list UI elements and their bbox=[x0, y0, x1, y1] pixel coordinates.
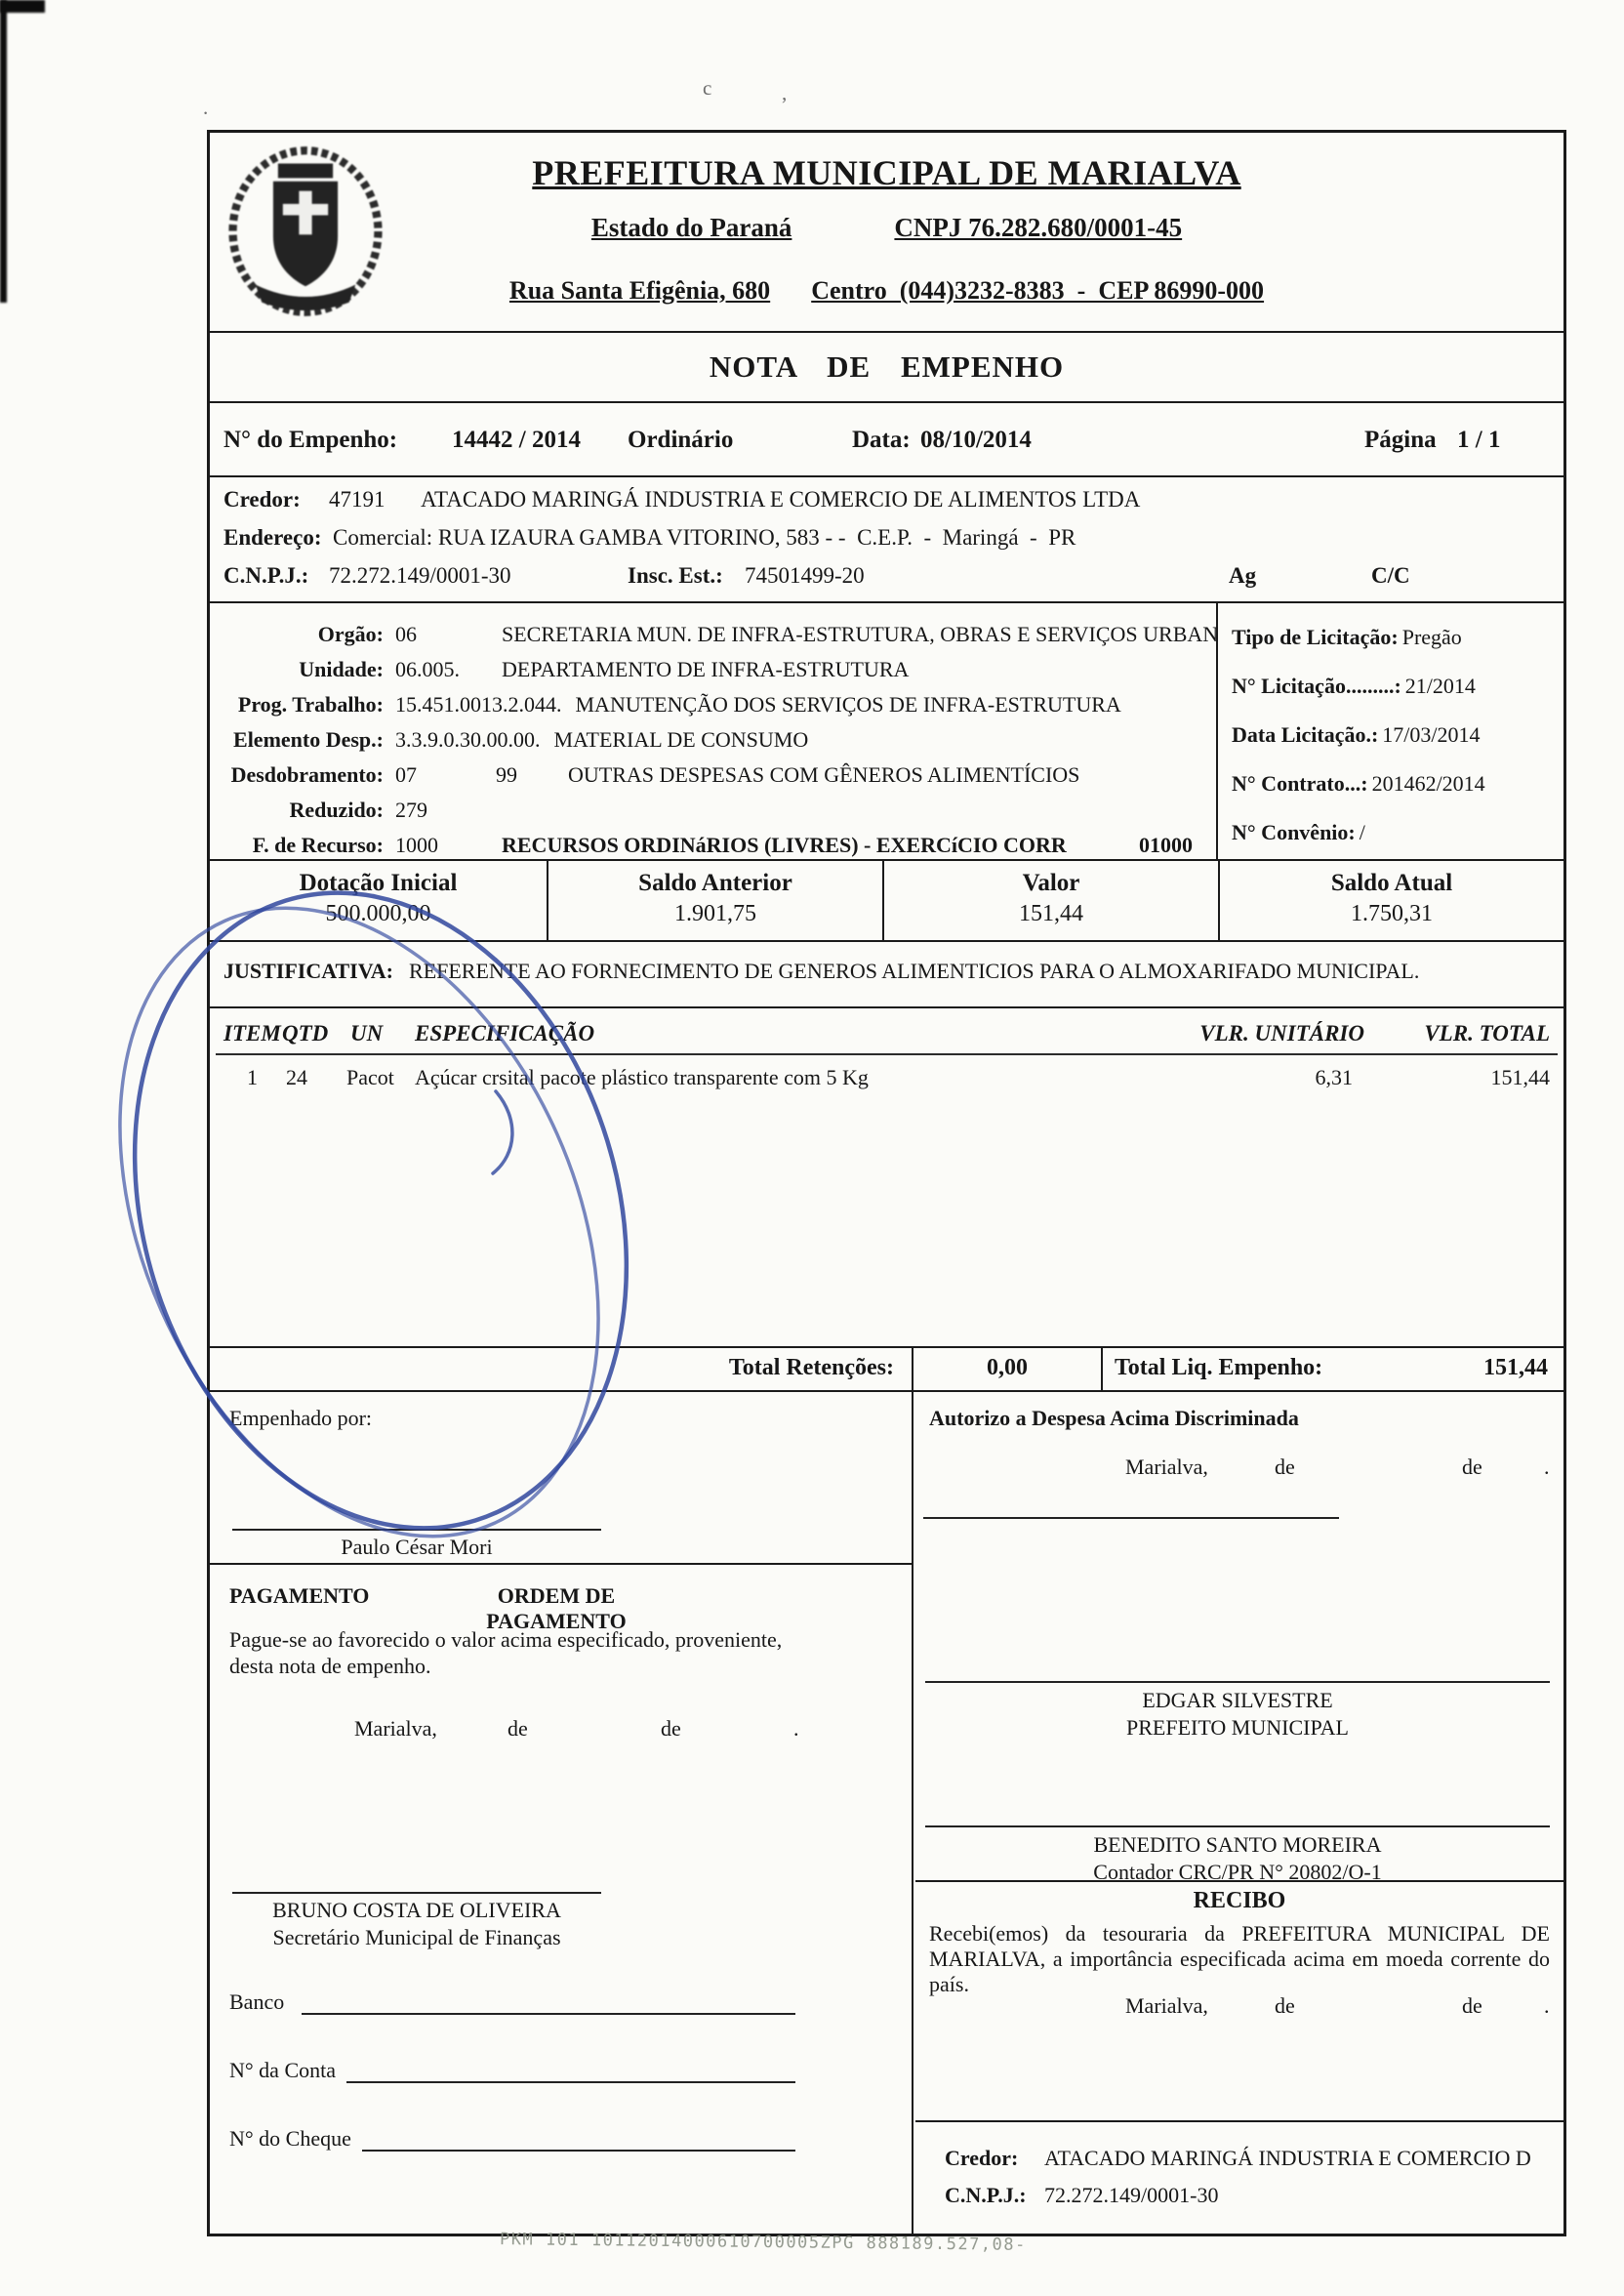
state-registration-label: Insc. Est.: bbox=[628, 563, 723, 588]
justification-row bbox=[210, 940, 1563, 1006]
budget-row-orgao bbox=[210, 619, 1219, 654]
left-signature-column bbox=[210, 1392, 914, 2234]
retentions-value: 0,00 bbox=[914, 1348, 1103, 1390]
creditor-code: 47191 bbox=[329, 487, 386, 512]
receipt-de1: de bbox=[1275, 1993, 1295, 2018]
payment-order-title: ORDEM DE PAGAMENTO bbox=[486, 1583, 627, 1633]
col-un: UN bbox=[350, 1021, 384, 1046]
initial-allocation-cell bbox=[210, 861, 547, 940]
prog-trabalho-label: Prog. Trabalho: bbox=[237, 692, 384, 717]
accountant-role: Contador CRC/PR N° 20802/O-1 bbox=[1093, 1860, 1382, 1884]
col-vlr-total: VLR. TOTAL bbox=[1424, 1021, 1550, 1046]
orgao-code: 06 bbox=[395, 622, 417, 646]
creditor-cnpj: 72.272.149/0001-30 bbox=[329, 563, 511, 588]
item-unit: Pacot bbox=[346, 1065, 394, 1089]
committed-by-label: Empenhado por: bbox=[229, 1406, 373, 1430]
receipt-dot: . bbox=[1544, 1993, 1550, 2018]
desdobramento-desc: OUTRAS DESPESAS COM GÊNEROS ALIMENTÍCIOS bbox=[568, 762, 1080, 787]
unidade-desc: DEPARTAMENTO DE INFRA-ESTRUTURA bbox=[502, 657, 910, 681]
bidding-number-label: N° Licitação.........: bbox=[1232, 674, 1401, 698]
nota-de-empenho-form bbox=[207, 130, 1566, 2236]
address-details: Centro (044)3232-8383 - CEP 86990-000 bbox=[811, 276, 1265, 305]
bidding-date-value: 17/03/2014 bbox=[1382, 722, 1481, 747]
payment-city: Marialva, bbox=[354, 1716, 437, 1741]
creditor-address-label: Endereço: bbox=[223, 525, 322, 550]
prog-trabalho-code: 15.451.0013.2.044. bbox=[395, 692, 562, 717]
signature-line bbox=[925, 1681, 1550, 1683]
bank-label: Banco bbox=[229, 1989, 285, 2014]
recurso-label: F. de Recurso: bbox=[252, 833, 384, 857]
municipality-title: PREFEITURA MUNICIPAL DE MARIALVA bbox=[532, 153, 1241, 192]
account-fill-line bbox=[346, 2081, 795, 2083]
creditor-block bbox=[210, 475, 1563, 601]
items-header-rule bbox=[216, 1053, 1558, 1055]
payment-order-text: Pague-se ao favorecido o valor acima especificado, proveniente, desta nota de empenho. bbox=[229, 1627, 783, 1678]
current-balance-label: Saldo Atual bbox=[1330, 870, 1453, 896]
prog-trabalho-desc: MANUTENÇÃO DOS SERVIÇOS DE INFRA-ESTRUTURA bbox=[575, 692, 1121, 717]
bank-fill-line bbox=[302, 2013, 795, 2015]
address-street: Rua Santa Efigênia, 680 bbox=[508, 276, 771, 305]
justification-text: REFERENTE AO FORNECIMENTO DE GENEROS ALIMENTICIOS PARA O ALMOXARIFADO MUNICIPAL. bbox=[409, 959, 1420, 983]
creditor-cnpj-label: C.N.P.J.: bbox=[223, 563, 309, 588]
agreement-number-value: / bbox=[1359, 820, 1365, 844]
right-signature-column bbox=[915, 1392, 1563, 2234]
bidding-type-value: Pregão bbox=[1401, 625, 1462, 649]
signatures-area bbox=[210, 1390, 1563, 2234]
agreement-number-label: N° Convênio: bbox=[1232, 820, 1356, 844]
section-divider bbox=[915, 1880, 1563, 1882]
receipt-creditor-label: Credor: bbox=[945, 2146, 1019, 2170]
empenho-number-row bbox=[210, 401, 1563, 475]
dot-matrix-print-code: PKM 101 10112014000610700005ZPG 888189.527,08- bbox=[499, 2230, 1027, 2255]
cheque-fill-line bbox=[362, 2150, 795, 2152]
col-qtd: QTD bbox=[282, 1021, 329, 1046]
account-label: C/C bbox=[1371, 563, 1410, 588]
bidding-date-label: Data Licitação.: bbox=[1232, 722, 1379, 747]
recurso-extra-code: 01000 bbox=[1139, 833, 1193, 857]
budget-row-prog-trabalho bbox=[210, 689, 1216, 724]
section-divider bbox=[915, 2120, 1563, 2122]
authorization-de2: de bbox=[1462, 1455, 1482, 1479]
orgao-label: Orgão: bbox=[317, 622, 384, 646]
totals-row bbox=[210, 1346, 1563, 1390]
elemento-label: Elemento Desp.: bbox=[233, 727, 384, 752]
amount-cell bbox=[882, 861, 1218, 940]
desdobramento-code: 07 bbox=[395, 762, 417, 787]
payment-de1: de bbox=[508, 1716, 528, 1741]
bidding-date-row bbox=[1232, 720, 1563, 749]
agency-label: Ag bbox=[1229, 563, 1257, 588]
col-especificacao: ESPECIFICAÇÃO bbox=[415, 1021, 595, 1046]
section-divider bbox=[210, 1563, 912, 1565]
receipt-title: RECIBO bbox=[1193, 1888, 1286, 1913]
previous-balance-value: 1.901,75 bbox=[674, 901, 756, 926]
contract-number-label: N° Contrato...: bbox=[1232, 771, 1368, 796]
unidade-label: Unidade: bbox=[299, 657, 384, 681]
bidding-type-row bbox=[1232, 623, 1563, 651]
empenho-number: 14442 / 2014 bbox=[452, 427, 581, 453]
empenho-number-label: N° do Empenho: bbox=[223, 427, 398, 453]
unidade-code: 06.005. bbox=[395, 657, 460, 681]
header-cnpj: CNPJ 76.282.680/0001-45 bbox=[894, 213, 1183, 242]
signature-line bbox=[923, 1517, 1339, 1519]
page-label: Página bbox=[1364, 427, 1437, 453]
reduzido-code: 279 bbox=[395, 798, 427, 822]
budget-row-reduzido bbox=[210, 795, 1216, 830]
scan-corner-artifact bbox=[0, 0, 45, 13]
budget-row-elemento bbox=[210, 724, 1216, 759]
receipt-cnpj: 72.272.149/0001-30 bbox=[1044, 2183, 1219, 2207]
budget-row-desdobramento bbox=[210, 759, 1216, 795]
receipt-city: Marialva, bbox=[1125, 1993, 1208, 2018]
state-registration: 74501499-20 bbox=[745, 563, 865, 588]
item-number: 1 bbox=[247, 1065, 258, 1089]
orgao-desc: SECRETARIA MUN. DE INFRA-ESTRUTURA, OBRAS E SERVIÇOS URBAN bbox=[502, 622, 1219, 646]
accountant-name: BENEDITO SANTO MOREIRA bbox=[1093, 1832, 1382, 1857]
committed-by-signer: Paulo César Mori bbox=[341, 1535, 493, 1559]
item-unit-price: 6,31 bbox=[1315, 1065, 1353, 1089]
previous-balance-cell bbox=[547, 861, 882, 940]
item-description: Açúcar crsital pacote plástico transparente com 5 Kg bbox=[415, 1065, 869, 1089]
retentions-label: Total Retenções: bbox=[210, 1348, 914, 1390]
budget-classification-block bbox=[210, 601, 1563, 859]
col-vlr-unitario: VLR. UNITÁRIO bbox=[1199, 1021, 1364, 1046]
receipt-creditor: ATACADO MARINGÁ INDUSTRIA E COMERCIO D bbox=[1044, 2146, 1531, 2170]
creditor-label: Credor: bbox=[223, 487, 301, 512]
finance-secretary-role: Secretário Municipal de Finanças bbox=[272, 1925, 561, 1949]
recurso-code: 1000 bbox=[395, 833, 438, 857]
initial-allocation-label: Dotação Inicial bbox=[299, 870, 458, 896]
document-title: NOTA DE EMPENHO bbox=[709, 349, 1065, 384]
reduzido-label: Reduzido: bbox=[289, 798, 384, 822]
recurso-desc: RECURSOS ORDINáRIOS (LIVRES) - EXERCíCIO CORR bbox=[502, 833, 1067, 857]
creditor-address: Comercial: RUA IZAURA GAMBA VITORINO, 583 - - C.E.P. - Maringá - PR bbox=[333, 525, 1076, 550]
budget-rows bbox=[210, 603, 1218, 859]
creditor-name: ATACADO MARINGÁ INDUSTRIA E COMERCIO DE ALIMENTOS LTDA bbox=[421, 487, 1141, 512]
amount-label: Valor bbox=[1022, 870, 1080, 896]
previous-balance-label: Saldo Anterior bbox=[638, 870, 792, 896]
budget-row-unidade bbox=[210, 654, 1216, 689]
current-balance-value: 1.750,31 bbox=[1351, 901, 1433, 926]
scan-speck: c bbox=[703, 76, 712, 100]
scan-speck: ’ bbox=[781, 93, 788, 116]
receipt-de2: de bbox=[1462, 1993, 1482, 2018]
signature-line bbox=[925, 1825, 1550, 1827]
authorization-title: Autorizo a Despesa Acima Discriminada bbox=[929, 1406, 1299, 1430]
scan-edge-artifact bbox=[0, 0, 7, 303]
signature-line bbox=[232, 1529, 601, 1531]
desdobramento-label: Desdobramento: bbox=[230, 762, 384, 787]
mayor-name: EDGAR SILVESTRE bbox=[1142, 1688, 1333, 1712]
net-total-value: 151,44 bbox=[1483, 1355, 1548, 1380]
mayor-role: PREFEITO MUNICIPAL bbox=[1126, 1715, 1349, 1740]
authorization-dot: . bbox=[1544, 1455, 1550, 1479]
desdobramento-code2: 99 bbox=[496, 762, 517, 787]
receipt-cnpj-label: C.N.P.J.: bbox=[945, 2183, 1027, 2207]
bidding-number-row bbox=[1232, 672, 1563, 700]
payment-dot: . bbox=[793, 1716, 799, 1741]
agreement-number-row bbox=[1232, 818, 1563, 846]
payment-title: PAGAMENTO bbox=[229, 1583, 370, 1608]
elemento-desc: MATERIAL DE CONSUMO bbox=[553, 727, 809, 752]
balances-row bbox=[210, 859, 1563, 940]
contract-number-row bbox=[1232, 769, 1563, 798]
empenho-date: 08/10/2014 bbox=[920, 427, 1032, 453]
cheque-number-label: N° do Cheque bbox=[229, 2126, 351, 2151]
empenho-type: Ordinário bbox=[628, 427, 734, 453]
initial-allocation-value: 500.000,00 bbox=[325, 901, 431, 926]
authorization-city: Marialva, bbox=[1125, 1455, 1208, 1479]
item-qty: 24 bbox=[286, 1065, 307, 1089]
bidding-info-column bbox=[1218, 603, 1563, 859]
signature-line bbox=[232, 1892, 601, 1894]
payment-de2: de bbox=[661, 1716, 681, 1741]
scan-speck: . bbox=[203, 96, 209, 119]
empenho-date-label: Data: bbox=[852, 427, 911, 453]
elemento-code: 3.3.9.0.30.00.00. bbox=[395, 727, 541, 752]
state-label: Estado do Paraná bbox=[590, 213, 792, 242]
contract-number-value: 201462/2014 bbox=[1371, 771, 1485, 796]
page-number: 1 / 1 bbox=[1457, 427, 1501, 453]
bidding-number-value: 21/2014 bbox=[1404, 674, 1476, 698]
justification-label: JUSTIFICATIVA: bbox=[223, 959, 394, 983]
col-item: ITEM bbox=[223, 1021, 281, 1046]
receipt-text: Recebi(emos) da tesouraria da PREFEITURA MUNICIPAL DE MARIALVA, a importância especificada acima em moeda corrente do país. bbox=[929, 1921, 1550, 1996]
bidding-type-label: Tipo de Licitação: bbox=[1232, 625, 1399, 649]
items-table bbox=[210, 1006, 1563, 1346]
account-number-label: N° da Conta bbox=[229, 2058, 337, 2082]
current-balance-cell bbox=[1218, 861, 1563, 940]
finance-secretary-name: BRUNO COSTA DE OLIVEIRA bbox=[272, 1898, 561, 1922]
amount-value: 151,44 bbox=[1019, 901, 1083, 926]
net-total-label: Total Liq. Empenho: bbox=[1115, 1355, 1323, 1380]
authorization-de1: de bbox=[1275, 1455, 1295, 1479]
letterhead bbox=[210, 133, 1563, 331]
document-title-band bbox=[210, 331, 1563, 401]
item-total-price: 151,44 bbox=[1490, 1065, 1550, 1089]
